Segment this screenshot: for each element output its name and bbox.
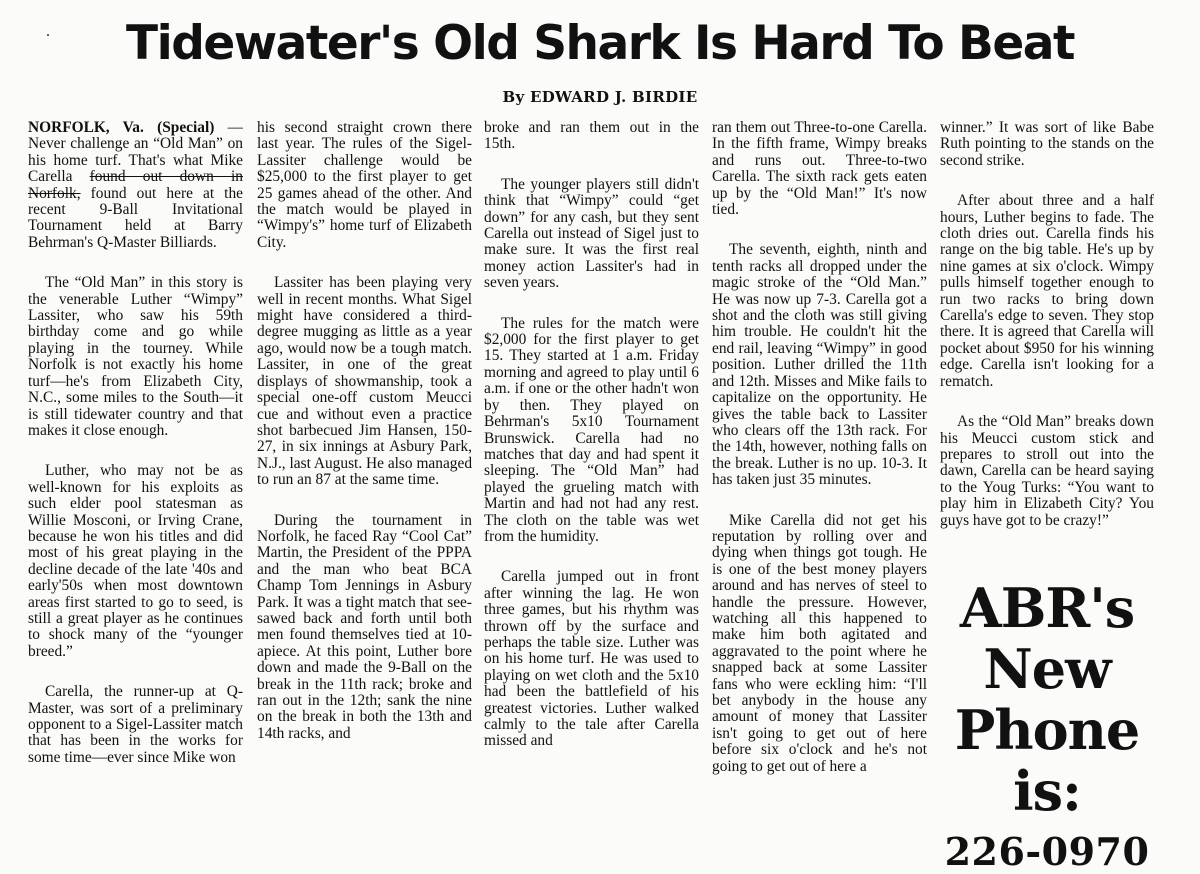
paragraph	[28, 120, 243, 251]
paragraph: The seventh, eighth, ninth and tenth racks all dropped under the magic stroke of the “Old Man.” He was now up 7-3. Carella got a shot and the cloth was still giving him trouble. He couldn't hit the end rail, leaving “Wimpy” in good position. Luther drilled the 11th and 12th. Misses and Mike fails to capitalize on the opportunity. He gives the table back to Lassiter who clears off the 13th rack. For the 14th, however, nothing falls on the break. Luther is no up. 10-3. It has taken just 35 minutes.	[712, 241, 927, 489]
struck-text: found out down in Norfolk,	[28, 168, 243, 202]
article-column-3	[484, 120, 699, 864]
ad-line: New	[983, 637, 1111, 701]
ad-line: ABR's	[959, 576, 1135, 640]
text-run: —Never challenge an “Old Man” on his home turf. That's what Mike Carella	[28, 120, 243, 186]
paragraph: Lassiter has been playing very well in recent months. What Sigel might have considered a third-degree mugging as little as a year ago, would now be a tough match. Lassiter, in one of the great displays of showmanship, took a special one-off custom Meucci cue and without even a practice shot barbecued Jim Hansen, 150-27, in six innings at Asbury Park, N.J., last August. He also managed to run an 87 at the same time.	[257, 274, 472, 489]
article-column-4	[712, 120, 927, 864]
paragraph: The younger players still didn't think that “Wimpy” could “get down” for any cash, but they sent Carella out instead of Sigel just to make sure. It was the first real money action Lassiter's had in seven years.	[484, 175, 699, 292]
paragraph: winner.” It was sort of like Babe Ruth pointing to the stands on the second strike.	[940, 120, 1154, 169]
paragraph: Mike Carella did not get his reputation by rolling over and dying when things got tough. He is one of the best money players around and has nerves of steel to handle the pressure. However, watching all this happened to make him both agitated and aggravated to the point where he snapped back at some Lassiter fans who were eckling him: “I'll bet anybody in the house any amount of money that Lassiter isn't going to get out of here before six o'clock and he's not going to get out of here a	[712, 511, 927, 775]
paragraph: Carella jumped out in front after winning the lag. He won three games, but his rhythm was thrown off by the surface and perhaps the table size. Luther was on his home turf. He was used to playing on wet cloth and the 5x10 had been the battlefield of his greatest victories. Luther walked calmly to the tale after Carella missed and	[484, 568, 699, 750]
text-run: found out here at the recent 9-Ball Invitational Tournament held at Barry Behrman's Q-Master Billiards.	[28, 184, 243, 251]
article-column-2	[257, 120, 472, 864]
ad-line: is:	[1013, 759, 1081, 823]
paragraph: Carella, the runner-up at Q-Master, was sort of a preliminary opponent to a Sigel-Lassiter match that has been in the works for some time—ever since Mike won	[28, 683, 243, 766]
ad-line: Phone	[954, 698, 1140, 762]
byline: By EDWARD J. BIRDIE	[502, 88, 698, 106]
paragraph: During the tournament in Norfolk, he faced Ray “Cool Cat” Martin, the President of the PPPA and the man who beat BCA Champ Tom Jennings in Asbury Park. It was a tight match that see-sawed back and forth until both men found themselves tied at 10-apiece. At this point, Luther bore down and made the 9-Ball on the break in the 11th rack; broke and ran out in the 12th; sank the nine on the break in both the 13th and 14th racks, and	[257, 511, 472, 742]
paragraph: ran them out Three-to-one Carella. In the fifth frame, Wimpy breaks and runs out. Three-to-two Carella. The sixth rack gets eaten up by the “Old Man!” It's now tied.	[712, 120, 927, 219]
paragraph: The “Old Man” in this story is the venerable Luther “Wimpy” Lassiter, who saw his 59th birthday come and go while playing in the tourney. While Norfolk is not exactly his home turf—he's from Elizabeth City, N.C., some miles to the South—it is still tidewater country and that makes it close enough.	[28, 274, 243, 439]
paragraph: The rules for the match were $2,000 for the first player to get 15. They started at 1 a.m. Friday morning and agreed to play until 6 a.m. if one or the other hadn't won by then. They played on Behrman's 5x10 Tournament Brunswick. Carella had no matches that day and had spent it sleeping. The “Old Man” had played the grueling match with Martin and had not had any rest. The cloth on the table was wet from the humidity.	[484, 314, 699, 545]
ad-phone-number: 226-0970	[944, 829, 1150, 874]
phone-advertisement	[940, 578, 1154, 874]
paragraph: his second straight crown there last year. The rules of the Sigel-Lassiter challenge would be $25,000 to the first player to get 25 games ahead of the other. And the match would be played in “Wimpy's” home turf of Elizabeth City.	[257, 120, 472, 251]
paragraph: After about three and a half hours, Luther begins to fade. The cloth dries out. Carella finds his range on the big table. He's up by nine games at six o'clock. Wimpy pulls himself together enough to run two racks to bring down Carella's edge to seven. They stop there. It is agreed that Carella will pocket about $950 for his winning edge. Carella isn't looking for a rematch.	[940, 192, 1154, 390]
paragraph: broke and ran them out in the 15th.	[484, 120, 699, 153]
article-column-1	[28, 120, 243, 864]
paragraph: As the “Old Man” breaks down his Meucci custom stick and prepares to stroll out into the dawn, Carella can be heard saying to the Youg Turks: “You want to play him in Elizabeth City? You guys have got to be crazy!”	[940, 413, 1154, 529]
headline: Tidewater's Old Shark Is Hard To Beat	[126, 16, 1074, 71]
paragraph: Luther, who may not be as well-known for his exploits as such elder pool statesman as Willie Mosconi, or Irving Crane, because he won his titles and did most of his great playing in the decline decade of the late '40s and early'50s when most downtown areas first started to go to seed, is still a great player as he continues to shock many of the “younger breed.”	[28, 462, 243, 660]
article-column-5	[940, 120, 1154, 580]
dateline: NORFOLK, Va. (Special)	[28, 120, 215, 136]
